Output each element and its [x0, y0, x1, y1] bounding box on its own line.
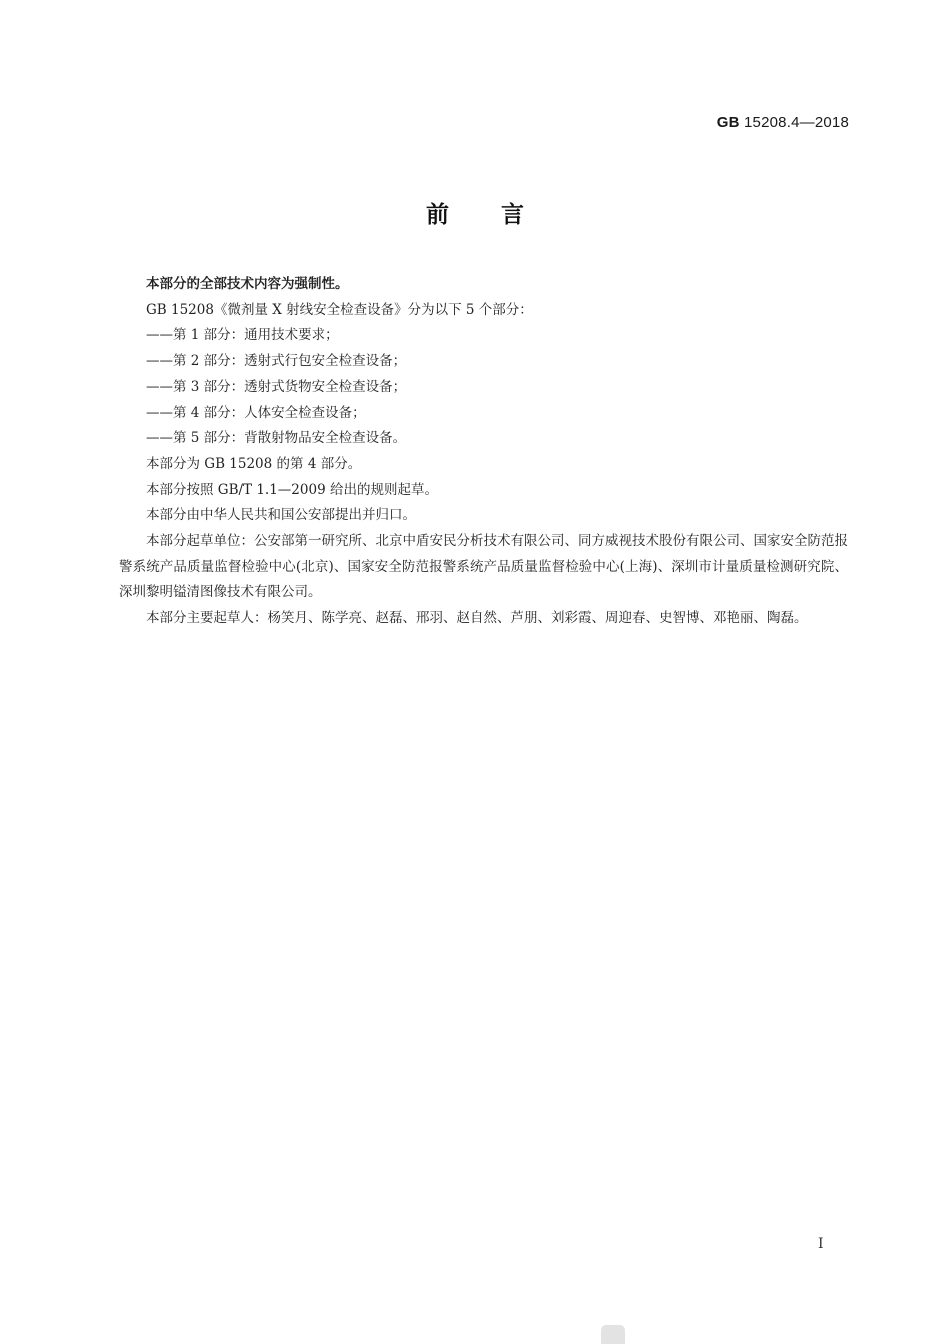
drafters-paragraph: 本部分主要起草人：杨笑月、陈学亮、赵磊、邢羽、赵自然、芦朋、刘彩霞、周迎春、史智博、邓艳丽、陶磊。 [146, 610, 808, 627]
standard-prefix: GB [716, 114, 740, 131]
rules-paragraph: 本部分按照 GB/T 1.1—2009 给出的规则起草。 [146, 481, 438, 498]
part-of-paragraph: 本部分为 GB 15208 的第 4 部分。 [146, 455, 362, 472]
list-item: ——第 1 部分：通用技术要求； [146, 327, 339, 344]
foreword-body [119, 272, 848, 632]
proposed-by-paragraph: 本部分由中华人民共和国公安部提出并归口。 [146, 507, 416, 524]
intro-paragraph: GB 15208《微剂量 X 射线安全检查设备》分为以下 5 个部分： [146, 301, 533, 318]
list-item: ——第 5 部分：背散射物品安全检查设备。 [146, 430, 407, 447]
mandatory-statement: 本部分的全部技术内容为强制性。 [146, 276, 349, 292]
list-item: ——第 3 部分：透射式货物安全检查设备； [146, 378, 407, 395]
scan-artifact-mark [601, 1325, 625, 1344]
standard-code [717, 114, 849, 131]
page-number: I [818, 1236, 824, 1252]
drafting-units-paragraph: 本部分起草单位：公安部第一研究所、北京中盾安民分析技术有限公司、同方威视技术股份有限公司、国家安全防范报警系统产品质量监督检验中心(北京)、国家安全防范报警系统产品质量监督检验中心(上海)、深圳市计量质量检测研究院、深圳黎明镒清图像技术有限公司。 [119, 533, 848, 601]
page-title: 前言 [426, 202, 576, 228]
standard-number: 15208.4—2018 [744, 114, 849, 131]
list-item: ——第 4 部分：人体安全检查设备； [146, 404, 366, 421]
list-item: ——第 2 部分：透射式行包安全检查设备； [146, 353, 407, 370]
